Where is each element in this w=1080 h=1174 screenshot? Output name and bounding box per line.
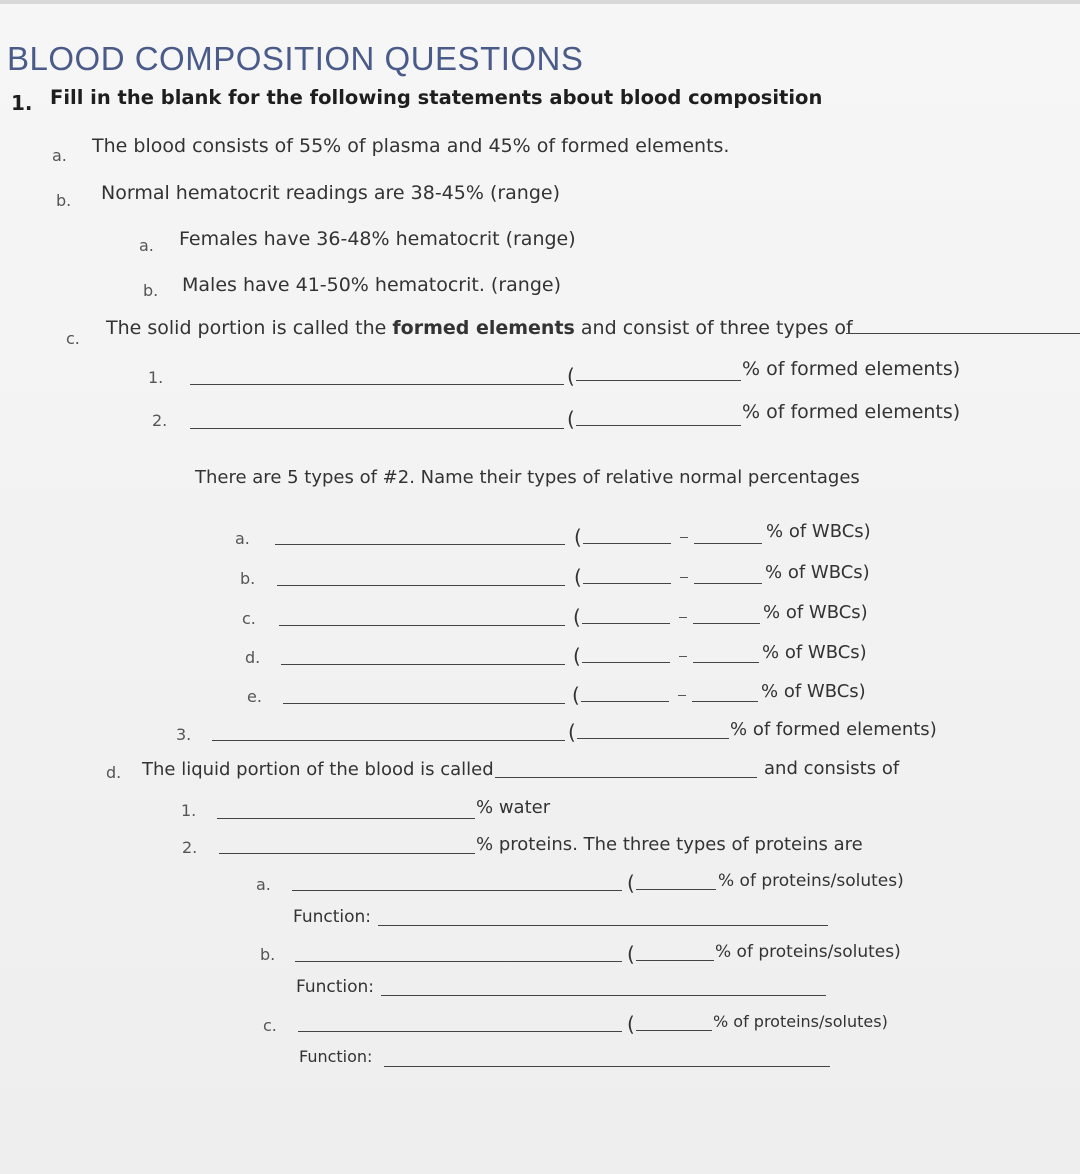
item-c-text-bold: formed elements: [392, 317, 575, 339]
wbc-a-suffix: % of WBCs): [766, 521, 871, 542]
wbc-d-paren: (: [573, 644, 581, 668]
blank-protein-b-function[interactable]: [381, 995, 826, 996]
blank-d1-percent[interactable]: [217, 818, 475, 819]
wbc-c-label: c.: [242, 609, 256, 628]
blank-protein-c-percent[interactable]: [636, 1030, 712, 1031]
blank-wbc-b-max[interactable]: [694, 583, 762, 584]
page-title: BLOOD COMPOSITION QUESTIONS: [7, 40, 584, 77]
item-b-sub-a-text: Females have 36-48% hematocrit (range): [179, 228, 576, 250]
item-d-label: d.: [106, 763, 122, 782]
wbc-b-paren: (: [574, 565, 582, 589]
item-d-text: The liquid portion of the blood is called: [142, 759, 494, 780]
c1-paren: (: [567, 364, 575, 388]
blank-d2-percent[interactable]: [219, 853, 475, 854]
blank-d-liquid-name[interactable]: [495, 777, 757, 778]
d-item2-num: 2.: [182, 838, 198, 857]
c-item1-num: 1.: [148, 368, 164, 387]
q1-instruction: Fill in the blank for the following statements about blood composition: [50, 86, 823, 109]
wbc-d-dash: [679, 656, 687, 657]
protein-a-label: a.: [256, 875, 271, 894]
d-item1-num: 1.: [181, 801, 197, 820]
blank-wbc-e-max[interactable]: [692, 701, 758, 702]
wbc-b-suffix: % of WBCs): [765, 562, 870, 583]
blank-wbc-c-min[interactable]: [582, 623, 670, 624]
item-c-text-pre: The solid portion is called the: [106, 317, 387, 339]
item-c-text-post: and consist of three types of: [580, 317, 853, 339]
wbc-c-suffix: % of WBCs): [763, 602, 868, 623]
wbc-a-paren: (: [574, 525, 582, 549]
wbc-a-dash: [680, 537, 688, 538]
item-b-sub-b-text: Males have 41-50% hematocrit. (range): [182, 274, 561, 296]
item-b-sub-a-label: a.: [139, 236, 154, 255]
blank-wbc-b-name[interactable]: [277, 585, 565, 586]
blank-wbc-b-min[interactable]: [583, 583, 671, 584]
c-item2-suffix: % of formed elements): [742, 401, 961, 423]
blank-wbc-c-max[interactable]: [693, 623, 760, 624]
wbc-c-dash: [679, 617, 687, 618]
item-b-sub-b-label: b.: [143, 281, 159, 300]
q1-number: 1.: [11, 91, 33, 115]
protein-a-suffix: % of proteins/solutes): [718, 871, 904, 891]
blank-protein-b-percent[interactable]: [636, 960, 714, 961]
blank-c1-name[interactable]: [190, 384, 564, 385]
wbc-a-label: a.: [235, 529, 250, 548]
wbc-d-label: d.: [245, 648, 261, 667]
protein-b-paren: (: [627, 942, 635, 966]
wbc-b-label: b.: [240, 569, 256, 588]
wbc-d-suffix: % of WBCs): [762, 642, 867, 663]
blank-wbc-a-max[interactable]: [694, 543, 762, 544]
item-a-label: a.: [52, 146, 67, 165]
blank-wbc-e-min[interactable]: [581, 701, 669, 702]
blank-c3-percent[interactable]: [577, 738, 729, 739]
top-edge: [0, 0, 1080, 4]
protein-a-function-label: Function:: [293, 907, 372, 927]
wbc-e-dash: [678, 695, 686, 696]
wbc-e-label: e.: [247, 687, 262, 706]
blank-protein-c-name[interactable]: [298, 1031, 622, 1032]
blank-wbc-d-name[interactable]: [281, 664, 565, 665]
blank-wbc-d-min[interactable]: [582, 662, 670, 663]
blank-wbc-e-name[interactable]: [283, 703, 565, 704]
blank-c2-percent[interactable]: [576, 425, 741, 426]
wbc-e-paren: (: [572, 683, 580, 707]
c-item3-num: 3.: [176, 725, 192, 744]
blank-protein-c-function[interactable]: [384, 1066, 830, 1067]
item-c-text: [106, 319, 853, 338]
blank-wbc-a-min[interactable]: [583, 543, 671, 544]
blank-wbc-d-max[interactable]: [693, 662, 759, 663]
protein-c-suffix: % of proteins/solutes): [713, 1012, 888, 1031]
wbc-e-suffix: % of WBCs): [761, 681, 866, 702]
wbc-b-dash: [680, 577, 688, 578]
c-item2-num: 2.: [152, 411, 168, 430]
protein-b-label: b.: [260, 945, 276, 964]
blank-protein-a-percent[interactable]: [636, 889, 716, 890]
blank-wbc-a-name[interactable]: [275, 544, 565, 545]
c2-paren: (: [567, 407, 575, 431]
item-c-label: c.: [66, 329, 80, 348]
protein-c-label: c.: [263, 1016, 277, 1035]
wbc-intro: There are 5 types of #2. Name their types of relative normal percentages: [195, 467, 860, 488]
blank-protein-b-name[interactable]: [295, 961, 622, 962]
item-d-text-end: and consists of: [764, 758, 900, 779]
blank-wbc-c-name[interactable]: [279, 625, 565, 626]
wbc-c-paren: (: [573, 605, 581, 629]
blank-c2-name[interactable]: [190, 428, 564, 429]
item-b-label: b.: [56, 191, 72, 210]
protein-c-function-label: Function:: [299, 1047, 373, 1066]
item-a-text: The blood consists of 55% of plasma and 45% of formed elements.: [92, 135, 730, 157]
c-item1-suffix: % of formed elements): [742, 358, 961, 380]
c3-paren: (: [568, 720, 576, 744]
protein-b-suffix: % of proteins/solutes): [715, 942, 901, 962]
item-b-text: Normal hematocrit readings are 38-45% (range): [101, 182, 561, 204]
c-item3-suffix: % of formed elements): [730, 719, 937, 740]
protein-a-paren: (: [627, 871, 635, 895]
blank-c3-name[interactable]: [212, 740, 565, 741]
blank-c-types[interactable]: [846, 333, 1080, 334]
protein-b-function-label: Function:: [296, 977, 375, 997]
d-item2-suffix: % proteins. The three types of proteins are: [476, 834, 863, 855]
blank-protein-a-name[interactable]: [292, 890, 622, 891]
protein-c-paren: (: [627, 1012, 635, 1036]
blank-c1-percent[interactable]: [576, 380, 741, 381]
d-item1-suffix: % water: [476, 797, 551, 818]
blank-protein-a-function[interactable]: [378, 925, 828, 926]
